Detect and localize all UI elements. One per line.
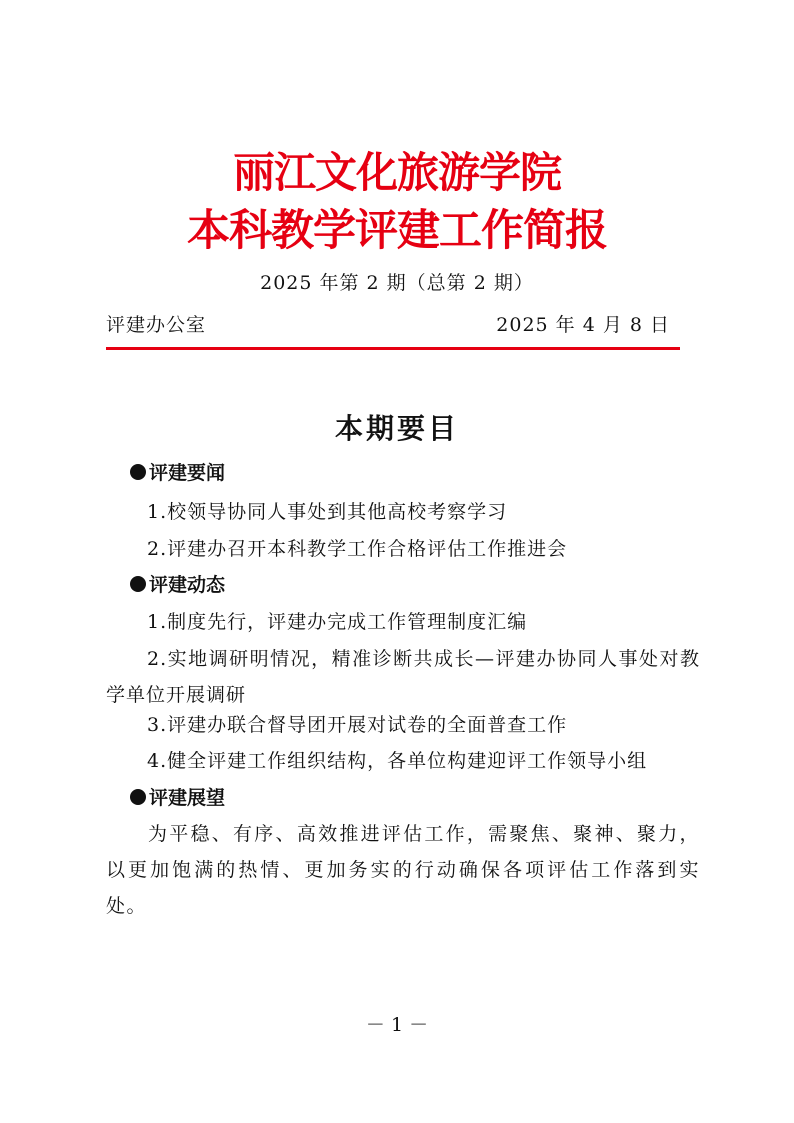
- bullet-icon: [130, 464, 146, 480]
- section-heading-updates: [130, 576, 225, 595]
- contents-item: 2.实地调研明情况，精准诊断共成长—评建办协同人事处对教学单位开展调研: [106, 648, 700, 706]
- masthead-institution-title: 丽江文化旅游学院: [232, 148, 561, 197]
- masthead-divider: [106, 347, 680, 350]
- contents-item: 2.评建办召开本科教学工作合格评估工作推进会: [147, 538, 568, 560]
- contents-item: 1.校领导协同人事处到其他高校考察学习: [147, 501, 508, 523]
- outlook-paragraph: 为平稳、有序、高效推进评估工作，需聚焦、聚神、聚力，以更加饱满的热情、更加务实的行动确保各项评估工作落到实处。: [106, 823, 700, 917]
- contents-item: 3.评建办联合督导团开展对试卷的全面普查工作: [147, 714, 568, 736]
- section-heading-label: 评建要闻: [149, 462, 226, 484]
- issue-number: 2025 年第 2 期（总第 2 期）: [260, 272, 534, 294]
- section-heading-news: [130, 464, 225, 483]
- contents-item: 1.制度先行，评建办完成工作管理制度汇编: [147, 611, 528, 633]
- masthead-bulletin-title: 本科教学评建工作简报: [187, 206, 607, 256]
- bullet-icon: [130, 789, 146, 805]
- contents-item: 4.健全评建工作组织结构，各单位构建迎评工作领导小组: [147, 750, 648, 772]
- issue-date: 2025 年 4 月 8 日: [496, 314, 670, 336]
- page-number: － 1 －: [365, 1014, 429, 1036]
- issuing-office: 评建办公室: [106, 314, 207, 336]
- section-heading-label: 评建动态: [149, 574, 226, 596]
- bullet-icon: [130, 576, 146, 592]
- section-heading-label: 评建展望: [149, 787, 226, 809]
- section-heading-outlook: [130, 789, 225, 808]
- contents-title: 本期要目: [334, 412, 459, 445]
